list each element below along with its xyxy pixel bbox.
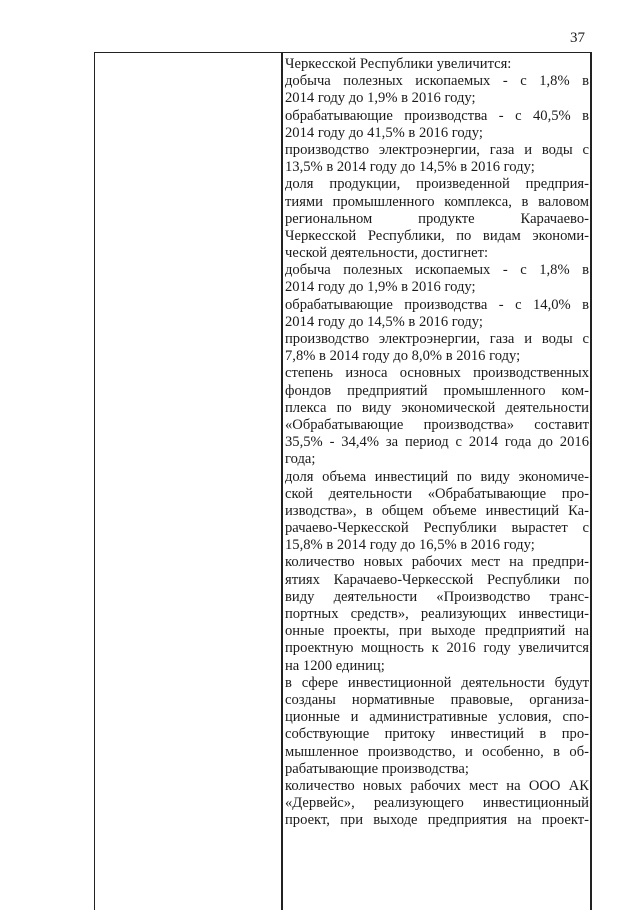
text-line: 2014 году до 1,9% в 2016 году; [285,279,476,296]
text-line: степень износа основных производственных [285,365,589,382]
text-line: рабатывающие производства; [285,760,469,777]
table-right-border [590,52,592,910]
text-line: ятиях Карачаево-Черкесской Республики по [285,571,589,588]
text-line: проект, при выходе предприятия на проект- [285,812,589,829]
text-line: обрабатывающие производства - с 40,5% в [285,107,589,124]
text-line: 2014 году до 41,5% в 2016 году; [285,124,483,141]
text-line: онные проекты, при выходе предприятий на [285,623,589,640]
text-line: 15,8% в 2014 году до 16,5% в 2016 году; [285,537,535,554]
table-cell-text [285,56,589,829]
text-line: ской деятельности «Обрабатывающие про- [285,485,589,502]
text-line: добыча полезных ископаемых - с 1,8% в [285,73,589,90]
text-line: в сфере инвестиционной деятельности будут [285,674,589,691]
text-line: региональном продукте Карачаево- [285,210,589,227]
text-line: тиями промышленного комплекса, в валовом [285,193,589,210]
text-line: обрабатывающие производства - с 14,0% в [285,296,589,313]
text-line: Черкесской Республики увеличится: [285,56,512,72]
text-line: доля продукции, произведенной предприя- [285,176,589,193]
text-line: виду деятельности «Производство транс- [285,588,589,605]
text-line: фондов предприятий промышленного ком- [285,382,589,399]
text-line: количество новых рабочих мест на ООО АК [285,777,589,794]
text-line: изводства», в общем объеме инвестиций Ка- [285,502,589,519]
text-line: добыча полезных ископаемых - с 1,8% в [285,262,589,279]
text-line: 2014 году до 14,5% в 2016 году; [285,313,483,330]
text-line: ческой деятельности, достигнет: [285,245,489,262]
text-line: «Дервейс», реализующего инвестиционный [285,795,589,812]
text-line: мышленное производство, и особенно, в об- [285,743,589,760]
text-line: производство электроэнергии, газа и воды с [285,141,589,158]
text-line: доля объема инвестиций по виду экономиче- [285,468,589,485]
text-line: проектную мощность к 2016 году увеличится [285,640,589,657]
text-line: плекса по виду экономической деятельности [285,399,589,416]
text-line: производство электроэнергии, газа и воды с [285,331,589,347]
text-line: года; [285,451,316,468]
text-line: «Обрабатывающие производства» составит [285,416,589,433]
text-line: на 1200 единиц; [285,657,385,674]
text-line: 35,5% - 34,4% за период с 2014 года до 2016 [285,434,589,451]
text-line: количество новых рабочих мест на предпри- [285,554,589,571]
text-line: ционные и административные условия, спо- [285,709,589,726]
text-line: 13,5% в 2014 году до 14,5% в 2016 году; [285,159,535,176]
text-line: собствующие притоку инвестиций в про- [285,726,589,743]
text-line: рачаево-Черкесской Республики вырастет с [285,520,589,537]
text-line: портных средств», реализующих инвестици- [285,606,589,622]
column-divider [281,52,283,910]
text-line: 2014 году до 1,9% в 2016 году; [285,90,476,107]
page-number: 37 [570,30,585,46]
text-line: созданы нормативные правовые, организа- [285,691,589,708]
text-line: 7,8% в 2014 году до 8,0% в 2016 году; [285,348,521,365]
text-line: Черкесской Республики, по видам экономи- [285,227,589,244]
